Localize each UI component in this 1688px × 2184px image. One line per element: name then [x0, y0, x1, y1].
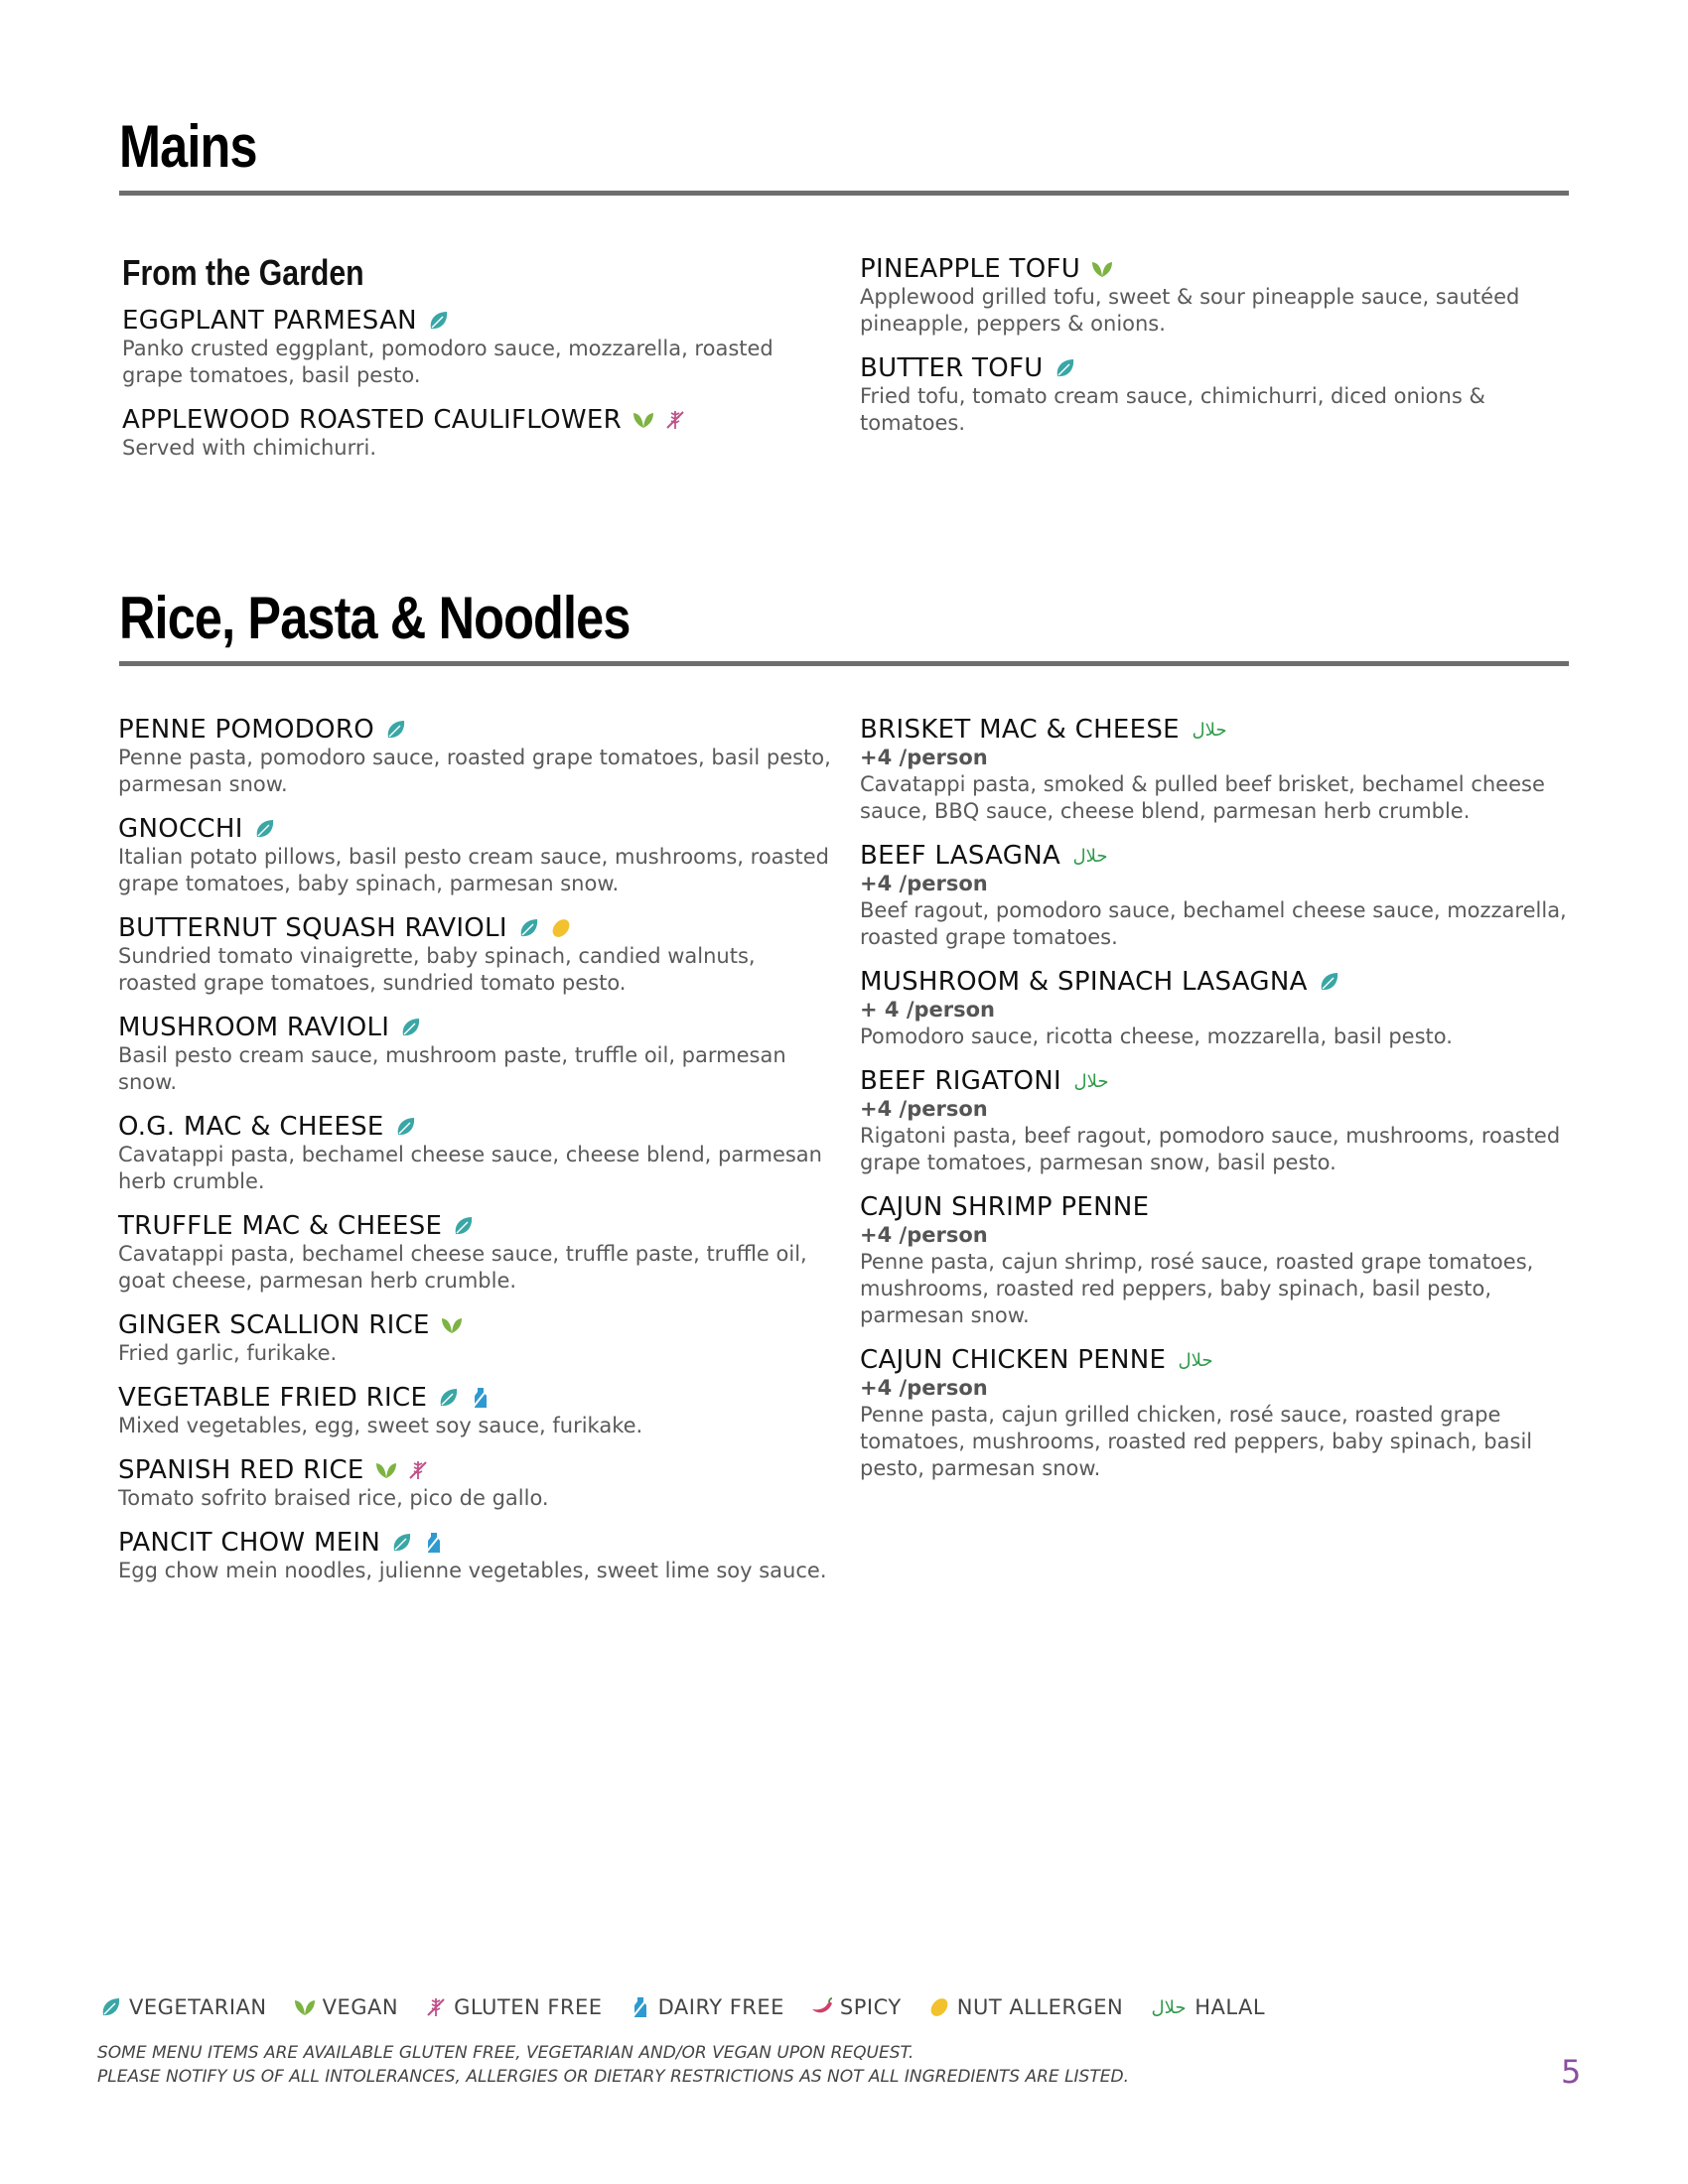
note-line: SOME MENU ITEMS ARE AVAILABLE GLUTEN FREE, VEGETARIAN AND/OR VEGAN UPON REQUEST.: [97, 2043, 914, 2063]
mains-left-column: [122, 306, 837, 478]
menu-item-description: Penne pasta, cajun shrimp, rosé sauce, roasted grape tomatoes, mushrooms, roasted red peppers, baby spinach, basil pesto, parmesan snow.: [860, 1250, 1534, 1327]
menu-item-description: Pomodoro sauce, ricotta cheese, mozzarella, basil pesto.: [860, 1024, 1453, 1048]
mains-right-column: [860, 254, 1575, 453]
menu-item-description: Penne pasta, pomodoro sauce, roasted grape tomatoes, basil pesto, parmesan snow.: [118, 746, 831, 796]
menu-item: [860, 967, 1575, 1050]
svg-text:حلال: حلال: [1073, 1071, 1109, 1092]
legend-label: GLUTEN FREE: [454, 1995, 603, 2019]
menu-item-name: CAJUN CHICKEN PENNE: [860, 1345, 1167, 1375]
menu-item-name: CAJUN SHRIMP PENNE: [860, 1192, 1150, 1222]
vegetarian-icon: [384, 718, 408, 742]
halal-icon: [1149, 1995, 1189, 2019]
vegetarian-icon: [1054, 356, 1077, 380]
dietary-icons: [390, 1531, 446, 1555]
menu-item-name-row: [118, 715, 833, 745]
spicy-icon: [810, 1995, 834, 2019]
menu-item-surcharge: +4 /person: [860, 872, 988, 895]
vegetarian-icon: [390, 1531, 414, 1555]
dietary-icons: [1190, 718, 1229, 742]
menu-item-name: TRUFFLE MAC & CHEESE: [118, 1211, 443, 1241]
vegan-icon: [293, 1995, 317, 2019]
legend-item-vegetarian: [99, 1995, 267, 2019]
menu-item: [860, 1066, 1575, 1176]
menu-item-surcharge: +4 /person: [860, 1376, 988, 1400]
menu-item-description: Sundried tomato vinaigrette, baby spinach, candied walnuts, roasted grape tomatoes, sundried tomato pesto.: [118, 944, 756, 995]
menu-item: [860, 841, 1575, 951]
menu-item-name-row: [860, 353, 1575, 383]
legend-label: NUT ALLERGEN: [956, 1995, 1124, 2019]
dietary-icons: [437, 1386, 492, 1410]
menu-item-name-row: [860, 715, 1575, 745]
vegetarian-icon: [427, 309, 451, 333]
menu-item-name-row: [860, 1066, 1575, 1096]
menu-item-name-row: [122, 405, 837, 435]
dietary-icons: [517, 916, 573, 940]
vegetarian-icon: [452, 1214, 476, 1238]
menu-item-description: Cavatappi pasta, bechamel cheese sauce, cheese blend, parmesan herb crumble.: [118, 1143, 822, 1193]
menu-item: [860, 715, 1575, 825]
dietary-icons: [1176, 1348, 1215, 1372]
menu-item-name: BEEF LASAGNA: [860, 841, 1061, 871]
vegetarian-icon: [399, 1016, 423, 1039]
rice-pasta-noodles-title: Rice, Pasta & Noodles: [119, 585, 631, 651]
legend-label: VEGETARIAN: [129, 1995, 267, 2019]
rice-divider: [119, 661, 1569, 666]
menu-item: [860, 1192, 1575, 1329]
menu-item-description: Applewood grilled tofu, sweet & sour pineapple sauce, sautéed pineapple, peppers & onions.: [860, 285, 1520, 336]
menu-item-name-row: [118, 1383, 833, 1413]
dietary-icons: [1090, 257, 1114, 281]
dietary-icons: [374, 1458, 430, 1482]
menu-item-name-row: [118, 1211, 833, 1241]
vegetarian-icon: [394, 1115, 418, 1139]
dietary-icons: [1054, 356, 1077, 380]
svg-text:حلال: حلال: [1151, 1997, 1187, 2018]
gluten-free-icon: [406, 1458, 430, 1482]
menu-item-name: O.G. MAC & CHEESE: [118, 1112, 384, 1142]
vegan-icon: [1090, 257, 1114, 281]
menu-item-name: MUSHROOM RAVIOLI: [118, 1013, 390, 1042]
dietary-icons: [394, 1115, 418, 1139]
menu-item-surcharge: +4 /person: [860, 746, 988, 769]
menu-item-surcharge: +4 /person: [860, 1097, 988, 1121]
dietary-icons: [1318, 970, 1341, 994]
dietary-icons: [440, 1313, 464, 1337]
legend-label: DAIRY FREE: [657, 1995, 784, 2019]
dietary-icons: [632, 408, 687, 432]
menu-item-name-row: [118, 814, 833, 844]
menu-item: [118, 913, 833, 997]
nut-allergen-icon: [927, 1995, 951, 2019]
menu-item-name-row: [118, 1310, 833, 1340]
menu-item-name: PINEAPPLE TOFU: [860, 254, 1081, 284]
menu-item: [118, 1383, 833, 1439]
menu-item-name-row: [122, 306, 837, 336]
menu-item-name: APPLEWOOD ROASTED CAULIFLOWER: [122, 405, 622, 435]
menu-item-name: BUTTERNUT SQUASH RAVIOLI: [118, 913, 507, 943]
menu-item: [118, 1211, 833, 1295]
menu-item: [118, 1455, 833, 1512]
menu-item-description: Panko crusted eggplant, pomodoro sauce, mozzarella, roasted grape tomatoes, basil pesto.: [122, 337, 774, 387]
menu-item-name-row: [118, 1112, 833, 1142]
halal-icon: [1071, 1069, 1111, 1093]
legend-label: SPICY: [839, 1995, 902, 2019]
menu-item-name-row: [118, 913, 833, 943]
menu-item-description: Cavatappi pasta, bechamel cheese sauce, truffle paste, truffle oil, goat cheese, parmesan herb crumble.: [118, 1242, 807, 1293]
legend-label: HALAL: [1195, 1995, 1266, 2019]
menu-item: [860, 1345, 1575, 1482]
mains-divider: [119, 191, 1569, 196]
menu-item: [118, 814, 833, 897]
menu-item: [118, 1112, 833, 1195]
menu-item: [122, 405, 837, 462]
svg-text:حلال: حلال: [1192, 720, 1227, 741]
dairy-free-icon: [422, 1531, 446, 1555]
menu-item-description: Fried tofu, tomato cream sauce, chimichurri, diced onions & tomatoes.: [860, 384, 1485, 435]
menu-item-name-row: [118, 1013, 833, 1042]
menu-item-description: Served with chimichurri.: [122, 436, 377, 460]
dietary-notes: [97, 2041, 1129, 2089]
menu-item-description: Tomato sofrito braised rice, pico de gallo.: [118, 1486, 549, 1510]
menu-item-surcharge: +4 /person: [860, 1223, 988, 1247]
legend-item-gluten-free: [424, 1995, 603, 2019]
legend-item-spicy: [810, 1995, 902, 2019]
vegan-icon: [374, 1458, 398, 1482]
menu-item-name-row: [860, 254, 1575, 284]
menu-item-description: Egg chow mein noodles, julienne vegetables, sweet lime soy sauce.: [118, 1559, 827, 1582]
rice-right-column: [860, 715, 1575, 1498]
vegetarian-icon: [99, 1995, 123, 2019]
menu-item: [118, 715, 833, 798]
menu-item-name: MUSHROOM & SPINACH LASAGNA: [860, 967, 1308, 997]
legend-item-dairy-free: [629, 1995, 784, 2019]
menu-item-name-row: [118, 1528, 833, 1558]
menu-item-description: Rigatoni pasta, beef ragout, pomodoro sauce, mushrooms, roasted grape tomatoes, parmesan snow, basil pesto.: [860, 1124, 1561, 1174]
dietary-icons: [1071, 1069, 1111, 1093]
menu-item-name: EGGPLANT PARMESAN: [122, 306, 417, 336]
halal-icon: [1070, 844, 1110, 868]
menu-item-surcharge: + 4 /person: [860, 998, 996, 1022]
menu-item-name: BEEF RIGATONI: [860, 1066, 1061, 1096]
menu-item-description: Beef ragout, pomodoro sauce, bechamel cheese sauce, mozzarella, roasted grape tomatoes.: [860, 898, 1567, 949]
menu-item-description: Basil pesto cream sauce, mushroom paste, truffle oil, parmesan snow.: [118, 1043, 786, 1094]
dairy-free-icon: [469, 1386, 492, 1410]
menu-item-name: GNOCCHI: [118, 814, 243, 844]
garden-subhead: From the Garden: [122, 252, 364, 293]
dietary-legend: [99, 1995, 1265, 2019]
dietary-icons: [384, 718, 408, 742]
dietary-icons: [1070, 844, 1110, 868]
note-line: PLEASE NOTIFY US OF ALL INTOLERANCES, ALLERGIES OR DIETARY RESTRICTIONS AS NOT ALL INGREDIENTS ARE LISTED.: [97, 2067, 1129, 2087]
menu-item-name-row: [860, 967, 1575, 997]
menu-item-description: Penne pasta, cajun grilled chicken, rosé sauce, roasted grape tomatoes, mushrooms, roasted red peppers, baby spinach, basil pesto, parmesan snow.: [860, 1403, 1533, 1480]
menu-item-description: Fried garlic, furikake.: [118, 1341, 338, 1365]
halal-icon: [1190, 718, 1229, 742]
menu-item-name: PANCIT CHOW MEIN: [118, 1528, 381, 1558]
menu-item-description: Italian potato pillows, basil pesto cream sauce, mushrooms, roasted grape tomatoes, baby spinach, parmesan snow.: [118, 845, 829, 895]
dietary-icons: [427, 309, 451, 333]
vegetarian-icon: [437, 1386, 461, 1410]
menu-item-name: BUTTER TOFU: [860, 353, 1044, 383]
svg-text:حلال: حلال: [1072, 846, 1108, 867]
dietary-icons: [399, 1016, 423, 1039]
vegan-icon: [440, 1313, 464, 1337]
vegetarian-icon: [517, 916, 541, 940]
menu-item-name: BRISKET MAC & CHEESE: [860, 715, 1180, 745]
menu-item-description: Mixed vegetables, egg, sweet soy sauce, furikake.: [118, 1414, 643, 1437]
gluten-free-icon: [424, 1995, 448, 2019]
menu-item: [860, 254, 1575, 338]
menu-item-name-row: [118, 1455, 833, 1485]
gluten-free-icon: [663, 408, 687, 432]
dairy-free-icon: [629, 1995, 652, 2019]
vegan-icon: [632, 408, 655, 432]
vegetarian-icon: [1318, 970, 1341, 994]
menu-item-name: GINGER SCALLION RICE: [118, 1310, 430, 1340]
legend-item-vegan: [293, 1995, 398, 2019]
vegetarian-icon: [253, 817, 277, 841]
menu-item: [118, 1528, 833, 1584]
legend-label: VEGAN: [322, 1995, 399, 2019]
menu-item-name: VEGETABLE FRIED RICE: [118, 1383, 428, 1413]
halal-icon: [1176, 1348, 1215, 1372]
mains-title: Mains: [119, 113, 257, 180]
menu-item-name-row: [860, 1192, 1575, 1222]
dietary-icons: [452, 1214, 476, 1238]
page-number: 5: [1561, 2053, 1582, 2091]
menu-item-name: PENNE POMODORO: [118, 715, 374, 745]
nut-allergen-icon: [549, 916, 573, 940]
menu-item-description: Cavatappi pasta, smoked & pulled beef brisket, bechamel cheese sauce, BBQ sauce, cheese blend, parmesan herb crumble.: [860, 772, 1545, 823]
svg-text:حلال: حلال: [1178, 1350, 1213, 1371]
menu-item: [860, 353, 1575, 437]
menu-item: [118, 1013, 833, 1096]
menu-item-name-row: [860, 841, 1575, 871]
rice-left-column: [118, 715, 833, 1600]
legend-item-halal: [1149, 1995, 1265, 2019]
menu-item-name: SPANISH RED RICE: [118, 1455, 364, 1485]
menu-item-name-row: [860, 1345, 1575, 1375]
legend-item-nut-allergen: [927, 1995, 1123, 2019]
dietary-icons: [253, 817, 277, 841]
menu-item: [122, 306, 837, 389]
menu-item: [118, 1310, 833, 1367]
